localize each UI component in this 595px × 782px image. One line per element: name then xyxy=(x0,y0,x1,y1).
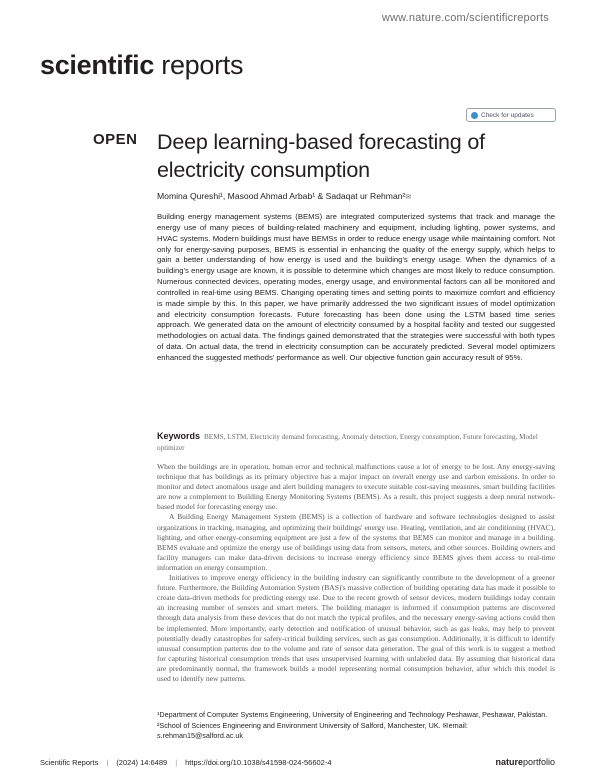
publisher-bold: nature xyxy=(495,757,523,767)
author-list xyxy=(157,191,411,201)
abstract: Building energy management systems (BEMS) are integrated computerized systems that track and manage the energy use of many pieces of building-related machinery and equipment, including lighting, power systems, and HVAC systems. Modern buildings must have BEMSs in order to reduce energy usage while maintaining comfort. Not only for energy-saving purposes, BEMS is essential in enhancing the quality of the energy supply, which helps to gain a better understanding of how energy is used and the building's energy usage. When the dynamics of a building's energy usage are known, it is possible to determine which changes are most likely to reduce consumption. Numerous connected devices, operating modes, energy usage, and environmental factors can all be monitored and controlled in real-time using BEMS. Changing operating times and setting points to maximize comfort and efficiency is made simple by this. In this paper, we have primarily addressed the two significant issues of model optimization and electricity consumption forecasts. Future forecasting has been done using the LSTM based time series approach. We generated data on the amount of electricity consumed by a hospital facility and tested our suggested methodologies on actual data. The findings gained demonstrated that the strategies were successful with both types of data. On actual data, the trend in electricity consumption can be accurately predicted. Several model optimizers enhanced the suggested methods' performance as well. Our objective function gain accuracy result of 95%. xyxy=(157,212,555,362)
check-for-updates-button[interactable] xyxy=(466,108,556,122)
journal-logo[interactable] xyxy=(40,50,243,81)
footer-doi-link[interactable]: https://doi.org/10.1038/s41598-024-56602-4 xyxy=(185,757,332,767)
keywords-block xyxy=(157,431,555,454)
body-paragraph: When the buildings are in operation, human error and technical malfunctions cause a lot of energy to be lost. Any energy-saving technique that has buildings as its primary objective has a major impact on overall energy use and carbon emissions. In order to monitor and detect anomalous usage and alert building managers to execute suitable cost-saving measures, smart building facilities are now a complement to Building Energy Monitoring Systems (BEMS). As a result, this project suggests a deep neural network-based model for forecasting energy use. xyxy=(157,462,555,512)
update-icon xyxy=(471,112,478,119)
affiliations: ¹Department of Computer Systems Engineering, University of Engineering and Technology Peshawar, Peshawar, Pakistan. ²School of Sciences Engineering and Environment University of Salford, Manchester, UK. ✉email: s.rehman15@salford.ac.uk xyxy=(157,710,548,740)
footer-separator: | xyxy=(175,757,178,767)
page-footer xyxy=(40,757,555,767)
email-icon[interactable]: ✉ xyxy=(405,194,412,201)
body-paragraph: A Building Energy Management System (BEMS) is a collection of hardware and software technologies designed to assist organizations in tracking, managing, and optimizing their buildings' energy use. Heating, ventilation, and air conditioning (HVAC), lighting, and other energy-consuming equipment are just a few of the systems that BEMS can monitor and manage in a building. BEMS evaluate and optimize the energy use of buildings using data from sensors, meters, and other sources. Building owners and facility managers can make data-driven decisions to increase energy efficiency since BEMS gives them access to real-time information on energy consumption. xyxy=(157,512,555,572)
journal-name-bold: scientific xyxy=(40,50,155,80)
footer-journal: Scientific Reports xyxy=(40,757,99,767)
check-updates-label: Check for updates xyxy=(481,111,534,119)
authors-text[interactable]: Momina Qureshi¹, Masood Ahmad Arbab¹ & Sadaqat ur Rehman² xyxy=(157,191,406,201)
journal-name-light: reports xyxy=(161,50,244,80)
article-title: Deep learning-based forecasting of electricity consumption xyxy=(157,130,485,182)
body-paragraph: Initiatives to improve energy efficiency in the building industry can significantly contribute to the development of a greener future. Furthermore, the Building Automation System (BAS)'s massive collection of building operating data has made it possible to create data-driven methods for predicting energy use. Due to the recent growth of sensor devices, modern buildings today contain an increasing number of sensors and smart meters. The building manager is informed if consumption patterns are discovered through data analysis from these devices that do not match the typical profiles, and the necessary energy-saving actions could then be implemented. More importantly, early detection and notification of unusual behavior, such as gas leaks, may help to prevent potentially deadly catastrophes for safety-critical building services, such as gas consumption. Additionally, it is difficult to identify unusual consumption patterns due to the volume and rate of sensor data generation. The goal of this work is to suggest a method for capturing historical consumption trends that uses unsupervised learning with unlabeled data. By assuming that historical data are predominantly normal, the framework builds a model representing normal consumption behavior, after which this model is used to identify new patterns. xyxy=(157,573,555,683)
keywords-label: Keywords xyxy=(157,431,201,441)
open-access-label: OPEN xyxy=(93,131,138,148)
keywords-list: BEMS, LSTM, Electricity demand forecasting, Anomaly detection, Energy consumption, Future forecasting, Model optimizer xyxy=(157,433,538,452)
publisher-logo xyxy=(495,757,555,767)
site-url[interactable]: www.nature.com/scientificreports xyxy=(381,12,549,24)
footer-volume: (2024) 14:6489 xyxy=(116,757,168,767)
publisher-light: portfolio xyxy=(522,757,555,767)
footer-separator: | xyxy=(106,757,109,767)
article-body xyxy=(157,462,555,684)
